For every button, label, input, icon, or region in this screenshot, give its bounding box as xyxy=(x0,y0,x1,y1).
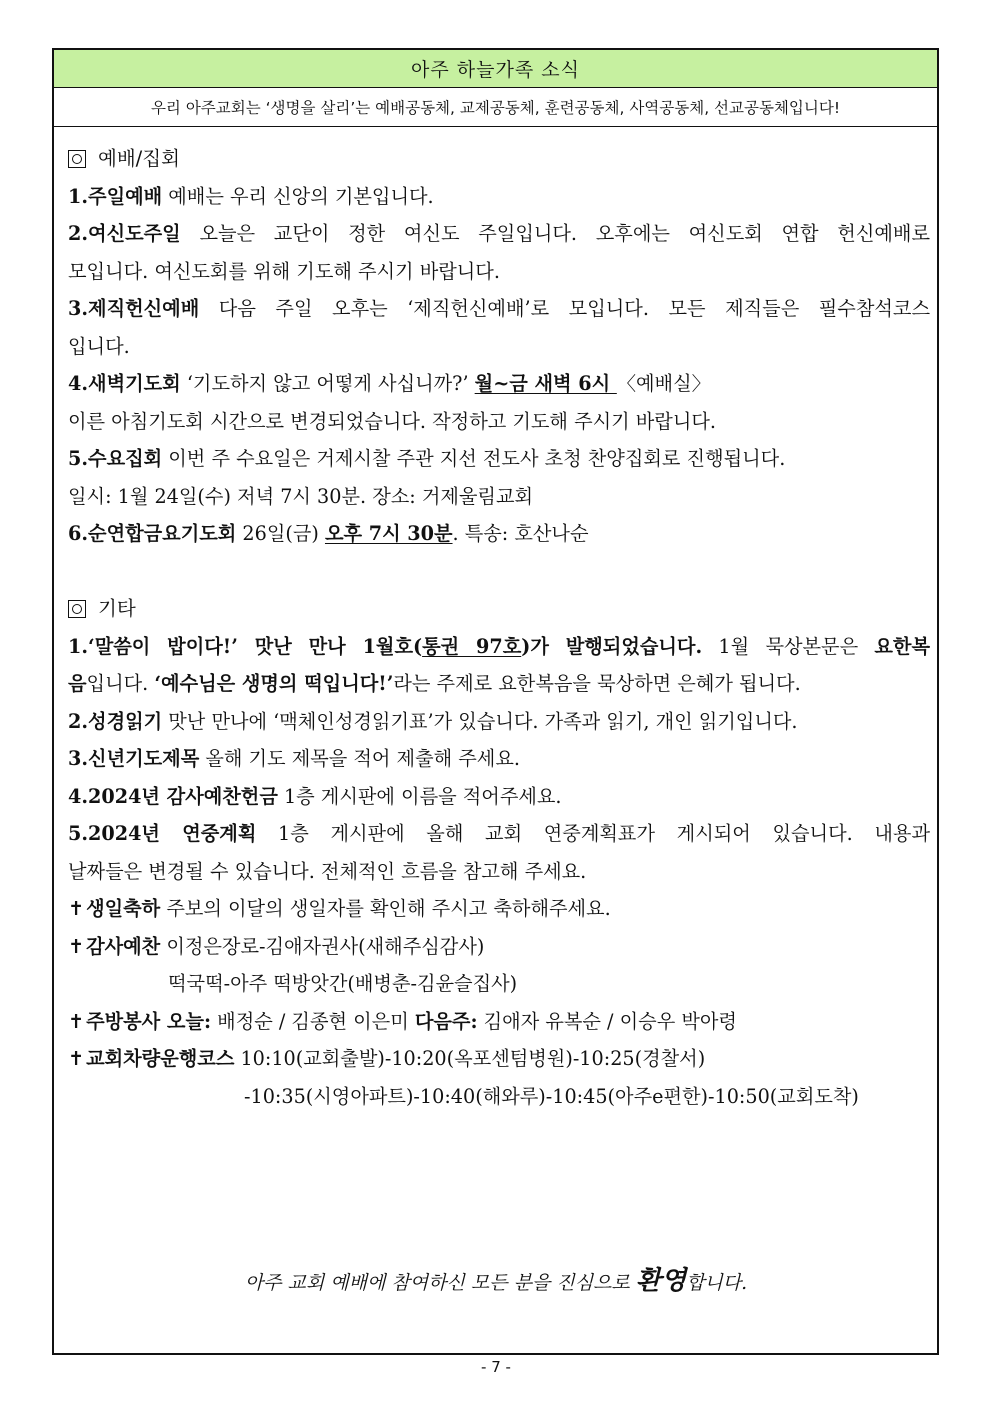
item-label: 2.성경읽기 xyxy=(68,709,163,733)
item-text: 이정은장로-김애자권사(새해주심감사) xyxy=(160,934,485,958)
item-wednesday-meeting-cont: 일시: 1월 24일(수) 저녁 7시 30분. 장소: 거제울림교회 xyxy=(68,484,534,508)
theme: ‘예수님은 생명의 떡입니다!’ xyxy=(154,672,394,695)
item-wednesday-meeting xyxy=(68,440,930,478)
item-label: 5.2024년 연중계획 xyxy=(68,822,257,845)
item-label: 생일축하 xyxy=(86,897,161,920)
cross-icon: ✝ xyxy=(68,1009,85,1033)
item-label: 3.신년기도제목 xyxy=(68,747,200,770)
item-manna-issue xyxy=(68,628,930,666)
item-text: 10:10(교회출발)-10:20(옥포센텀병원)-10:25(경찰서) xyxy=(234,1047,706,1070)
item-text: 1층 게시판에 올해 교회 연중계획표가 게시되어 있습니다. 내용과 xyxy=(256,822,930,845)
item-thanks-offering xyxy=(68,778,930,816)
issue-number: 통권 97호 xyxy=(422,634,522,658)
cross-icon: ✝ xyxy=(68,897,85,920)
square-circle-icon xyxy=(68,150,86,168)
item-text: 주보의 이달의 생일자를 확인해 주시고 축하해주세요. xyxy=(160,897,611,920)
item-label: 4.2024년 감사예찬헌금 xyxy=(68,784,278,808)
item-sunday-worship xyxy=(68,178,930,216)
item-text: 1월 묵상본문은 xyxy=(702,634,875,658)
item-text: 입니다. xyxy=(86,672,155,695)
welcome-message xyxy=(0,1260,992,1297)
item-label: 4.새벽기도회 xyxy=(68,372,181,395)
spacer xyxy=(68,553,930,591)
item-friday-prayer xyxy=(68,515,930,553)
item-dawn-prayer-cont: 이른 아침기도회 시간으로 변경되었습니다. 작정하고 기도해 주시기 바랍니다. xyxy=(68,409,717,433)
item-label: 5.수요집회 xyxy=(68,447,163,470)
item-text: 올해 기도 제목을 적어 제출해 주세요. xyxy=(199,747,520,770)
item-text: 라는 주제로 요한복음을 묵상하면 은혜가 됩니다. xyxy=(393,672,801,695)
section-title: 예배/집회 xyxy=(98,147,180,170)
item-annual-plan-cont: 날짜들은 변경될 수 있습니다. 전체적인 흐름을 참고해 주세요. xyxy=(68,859,587,883)
item-officers-worship-cont: 입니다. xyxy=(68,334,130,358)
item-kitchen-service xyxy=(68,1003,930,1041)
item-church-van xyxy=(68,1040,930,1078)
item-text: 26일(금) xyxy=(236,522,325,545)
item-text: 이번 주 수요일은 거제시찰 주관 지선 전도사 초청 찬양집회로 진행됩니다. xyxy=(162,447,786,470)
item-dawn-prayer xyxy=(68,365,930,403)
news-content xyxy=(68,140,930,1115)
item-label: 1.주일예배 xyxy=(68,184,163,208)
item-bible-reading xyxy=(68,703,930,741)
dawn-prayer-place: 〈예배실〉 xyxy=(616,372,711,395)
item-text: . 특송: 호산나순 xyxy=(452,522,589,545)
item-text: 오늘은 교단이 정한 여신도 주일입니다. 오후에는 여신도회 연합 헌신예배로 xyxy=(180,222,930,245)
item-officers-worship xyxy=(68,290,930,328)
item-label: 1.‘말씀이 밥이다!’ 맛난 만나 1월호( xyxy=(68,634,423,658)
book-name: 요한복 xyxy=(874,634,930,658)
cross-icon: ✝ xyxy=(68,1047,85,1070)
page-number: - 7 - xyxy=(481,1358,511,1376)
item-birthday xyxy=(68,890,930,928)
church-motto: 우리 아주교회는 ‘생명을 살리’는 예배공동체, 교제공동체, 훈련공동체, 사역공동체, 선교공동체입니다! xyxy=(54,88,937,127)
item-label: 주방봉사 xyxy=(86,1009,167,1033)
item-label: )가 발행되었습니다. xyxy=(521,634,703,658)
item-text: 1층 게시판에 이름을 적어주세요. xyxy=(277,784,562,808)
item-label: 교회차량운행코스 xyxy=(86,1047,235,1070)
item-thanks-praise-cont: 떡국떡-아주 떡방앗간(배병춘-김윤슬집사) xyxy=(168,972,518,995)
item-annual-plan xyxy=(68,815,930,853)
item-label: 6.순연합금요기도회 xyxy=(68,522,237,545)
welcome-text: 합니다. xyxy=(686,1272,748,1294)
today-names: 배정순 / 김종현 이은미 xyxy=(211,1009,415,1033)
item-prayer-topics xyxy=(68,740,930,778)
friday-prayer-time: 오후 7시 30분 xyxy=(324,522,453,545)
item-women-sunday xyxy=(68,215,930,253)
item-manna-issue-cont xyxy=(68,665,930,703)
item-text: ‘기도하지 않고 어떻게 사십니까?’ xyxy=(180,372,475,395)
next-week-names: 김애자 유복순 / 이승우 박아령 xyxy=(477,1009,737,1033)
today-label: 오늘: xyxy=(166,1009,212,1033)
square-circle-icon xyxy=(68,600,86,618)
item-label: 3.제직헌신예배 xyxy=(68,297,200,320)
welcome-emphasis: 환영 xyxy=(635,1266,687,1296)
dawn-prayer-time: 월~금 새벽 6시 xyxy=(474,372,617,395)
next-week-label: 다음주: xyxy=(414,1009,478,1033)
page-title: 아주 하늘가족 소식 xyxy=(54,50,937,88)
item-church-van-cont: -10:35(시영아파트)-10:40(해와루)-10:45(아주e편한)-10:50(교회도착) xyxy=(244,1084,859,1108)
book-name: 음 xyxy=(68,672,87,695)
item-thanks-praise xyxy=(68,928,930,966)
item-women-sunday-cont: 모입니다. 여신도회를 위해 기도해 주시기 바랍니다. xyxy=(68,259,500,283)
cross-icon: ✝ xyxy=(68,934,85,958)
section-title: 기타 xyxy=(98,597,136,620)
section-heading-worship xyxy=(68,140,930,178)
item-text: 다음 주일 오후는 ‘제직헌신예배’로 모입니다. 모든 제직들은 필수참석코스 xyxy=(199,297,930,320)
item-label: 감사예찬 xyxy=(86,934,161,958)
item-label: 2.여신도주일 xyxy=(68,222,181,245)
section-heading-etc xyxy=(68,590,930,628)
item-text: 예배는 우리 신앙의 기본입니다. xyxy=(162,184,434,208)
item-text: 맛난 만나에 ‘맥체인성경읽기표’가 있습니다. 가족과 읽기, 개인 읽기입니다. xyxy=(162,709,798,733)
welcome-text: 아주 교회 예배에 참여하신 모든 분을 진심으로 xyxy=(244,1272,636,1294)
